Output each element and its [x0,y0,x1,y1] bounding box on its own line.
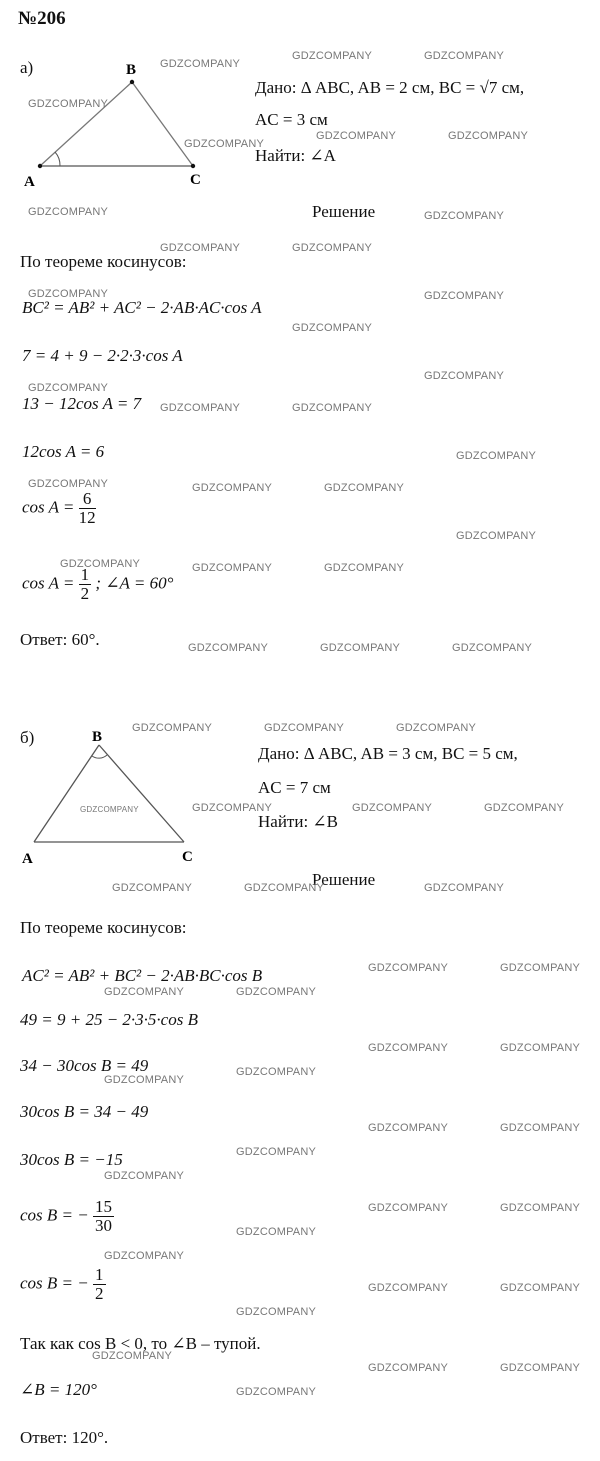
part-a-answer: Ответ: 60°. [20,630,100,649]
watermark: GDZCOMPANY [192,562,273,574]
watermark: GDZCOMPANY [396,722,477,734]
part-a-step-4: 12cos A = 6 [22,442,105,461]
vertex-c-label: C [190,172,201,188]
part-a-find: Найти: ∠A [255,146,336,165]
watermark: GDZCOMPANY [160,242,241,254]
watermark: GDZCOMPANY [28,288,109,300]
watermark: GDZCOMPANY [292,402,373,414]
watermark: GDZCOMPANY [324,562,405,574]
part-b-step-5: 30cos B = −15 [20,1150,123,1169]
part-b-frac-step-2: cos B = − $\frac{1}{2}$ [20,1265,104,1303]
watermark: GDZCOMPANY [424,210,505,222]
part-b-step-2: 49 = 9 + 25 − 2·3·5·cos B [20,1010,198,1029]
watermark: GDZCOMPANY [236,1146,317,1158]
part-b-label: б) [20,728,35,747]
watermark: GDZCOMPANY [452,642,533,654]
part-b-answer: Ответ: 120°. [20,1428,109,1447]
watermark: GDZCOMPANY [28,98,109,110]
watermark: GDZCOMPANY [28,206,109,218]
triangle-a-side-bc [132,82,193,166]
watermark: GDZCOMPANY [320,642,401,654]
part-b-result: ∠B = 120° [20,1380,97,1399]
watermark: GDZCOMPANY [368,1362,449,1374]
watermark: GDZCOMPANY [456,450,537,462]
fraction: $\frac{1}{2}$ [80,565,90,603]
part-a-step-3: 13 − 12cos A = 7 [22,394,142,413]
vertex-a-label: A [24,174,35,190]
part-b-frac-step-1: cos B = − $\frac{15}{30}$ [20,1197,112,1235]
part-b-theorem: По теореме косинусов: [20,918,187,937]
fraction: $\frac{6}{12}$ [78,489,96,527]
watermark: GDZCOMPANY [80,805,139,814]
watermark: GDZCOMPANY [500,1122,581,1134]
watermark: GDZCOMPANY [292,242,373,254]
watermark: GDZCOMPANY [92,1350,173,1362]
watermark: GDZCOMPANY [368,962,449,974]
watermark: GDZCOMPANY [324,482,405,494]
watermark: GDZCOMPANY [368,1202,449,1214]
part-b-find: Найти: ∠B [258,812,339,831]
watermark: GDZCOMPANY [184,138,265,150]
part-a-step-1: BC² = AB² + AC² − 2·AB·AC·cos A [22,298,262,317]
part-b-step-1: AC² = AB² + BC² − 2·AB·BC·cos B [22,966,263,985]
watermark: GDZCOMPANY [28,382,109,394]
watermark: GDZCOMPANY [236,1386,317,1398]
watermark: GDZCOMPANY [500,962,581,974]
watermark: GDZCOMPANY [500,1282,581,1294]
watermark: GDZCOMPANY [160,58,241,70]
triangle-a-figure [18,60,218,190]
watermark: GDZCOMPANY [244,882,325,894]
triangle-b-angle-mark [92,755,107,758]
vertex-c-label: C [182,849,193,865]
watermark: GDZCOMPANY [424,50,505,62]
part-a-final-step: cos A = $\frac{1}{2}$ ; ∠A = 60° [22,565,174,603]
watermark: GDZCOMPANY [192,482,273,494]
part-b-conclusion: Так как cos B < 0, то ∠B – тупой. [20,1334,261,1353]
watermark: GDZCOMPANY [192,802,273,814]
watermark: GDZCOMPANY [112,882,193,894]
part-a-given-line1: Дано: Δ ABC, AB = 2 см, BC = √7 см, [255,78,525,97]
triangle-b-figure [14,725,224,875]
part-b-step-3: 34 − 30cos B = 49 [20,1056,149,1075]
watermark: GDZCOMPANY [104,1250,185,1262]
watermark: GDZCOMPANY [236,1306,317,1318]
watermark: GDZCOMPANY [60,558,141,570]
vertex-b-label: B [92,729,103,745]
watermark: GDZCOMPANY [104,986,185,998]
watermark: GDZCOMPANY [264,722,345,734]
fraction: $\frac{15}{30}$ [95,1197,112,1235]
watermark: GDZCOMPANY [484,802,565,814]
watermark: GDZCOMPANY [236,986,317,998]
watermark: GDZCOMPANY [104,1074,185,1086]
watermark: GDZCOMPANY [292,50,373,62]
triangle-b-side-ab [34,745,99,842]
watermark: GDZCOMPANY [160,402,241,414]
watermark: GDZCOMPANY [352,802,433,814]
watermark: GDZCOMPANY [456,530,537,542]
watermark: GDZCOMPANY [188,642,269,654]
part-b-given-line2: AC = 7 см [258,778,331,797]
part-b-given-line1: Дано: Δ ABC, AB = 3 см, BC = 5 см, [258,744,518,763]
watermark: GDZCOMPANY [316,130,397,142]
watermark: GDZCOMPANY [500,1362,581,1374]
watermark: GDZCOMPANY [236,1066,317,1078]
watermark: GDZCOMPANY [236,1226,317,1238]
part-b-step-4: 30cos B = 34 − 49 [20,1102,149,1121]
fraction: $\frac{1}{2}$ [95,1265,104,1303]
watermark: GDZCOMPANY [368,1042,449,1054]
part-b-solution-heading: Решение [312,870,376,889]
watermark: GDZCOMPANY [424,370,505,382]
part-a-given-line2: AC = 3 см [255,110,328,129]
part-a-frac-step: cos A = $\frac{6}{12}$ [22,489,96,527]
watermark: GDZCOMPANY [424,882,505,894]
watermark: GDZCOMPANY [500,1042,581,1054]
part-a-step-2: 7 = 4 + 9 − 2·2·3·cos A [22,346,183,365]
watermark: GDZCOMPANY [424,290,505,302]
vertex-b-label: B [126,62,137,78]
watermark: GDZCOMPANY [368,1282,449,1294]
watermark: GDZCOMPANY [500,1202,581,1214]
watermark: GDZCOMPANY [448,130,529,142]
watermark: GDZCOMPANY [104,1170,185,1182]
watermark: GDZCOMPANY [132,722,213,734]
triangle-a-side-ab [40,82,132,166]
triangle-b-side-bc [99,745,184,842]
triangle-a-angle-mark [55,152,60,166]
watermark: GDZCOMPANY [368,1122,449,1134]
watermark: GDZCOMPANY [28,478,109,490]
problem-number: №206 [18,8,66,29]
part-a-theorem: По теореме косинусов: [20,252,187,271]
vertex-a-label: A [22,851,33,867]
part-a-label: а) [20,58,34,77]
part-a-solution-heading: Решение [312,202,376,221]
watermark: GDZCOMPANY [292,322,373,334]
